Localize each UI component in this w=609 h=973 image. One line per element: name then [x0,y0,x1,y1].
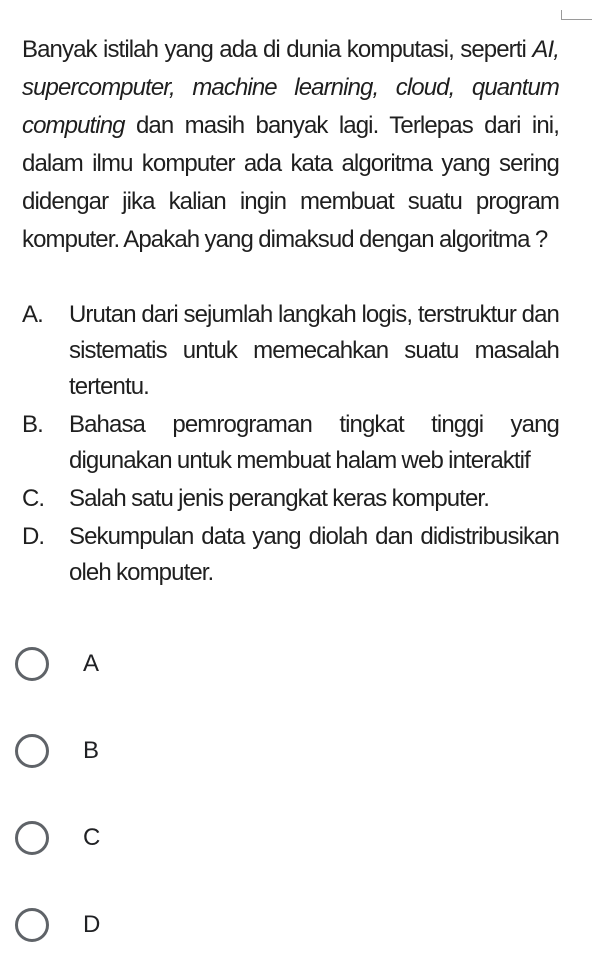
option-item [22,407,559,479]
option-text: Sekumpulan data yang diolah dan didistribusikan oleh komputer. [69,523,559,586]
option-item [22,519,559,591]
option-text: Bahasa pemrograman tingkat tinggi yang digunakan untuk membuat halam web interaktif [69,411,559,474]
option-list [22,297,559,591]
option-letter: D. [22,523,45,550]
choice-d[interactable] [0,899,300,959]
option-item [22,481,559,517]
choice-label: D [83,911,101,938]
radio-button[interactable] [15,647,49,681]
option-text: Urutan dari sejumlah langkah logis, terstruktur dan sistematis untuk memecahkan suatu masalah tertentu. [69,301,559,400]
option-letter: B. [22,411,43,438]
question-terms: AI, supercomputer, machine learning, cloud, quantum computing [22,36,559,139]
option-letter: C. [22,485,45,512]
option-text: Salah satu jenis perangkat keras komputer. [69,485,489,512]
image-corner-mark [561,10,592,20]
radio-button[interactable] [15,821,49,855]
question-intro: Banyak istilah yang ada di dunia komputasi, seperti [22,36,526,63]
question-continuation: dan masih banyak lagi. Terlepas dari ini, dalam ilmu komputer ada kata algoritma yang sering didengar jika kalian ingin membuat suatu program komputer. Apakah yang dimaksud dengan algoritma ? [22,112,559,253]
question-text [22,31,559,259]
option-letter: A. [22,301,43,328]
choice-label: B [83,737,100,764]
choice-label: A [83,650,100,677]
radio-button[interactable] [15,734,49,768]
choice-a[interactable] [0,638,300,698]
option-item [22,297,559,405]
radio-button[interactable] [15,908,49,942]
choice-label: C [83,824,101,851]
choice-b[interactable] [0,725,300,785]
choice-c[interactable] [0,812,300,872]
